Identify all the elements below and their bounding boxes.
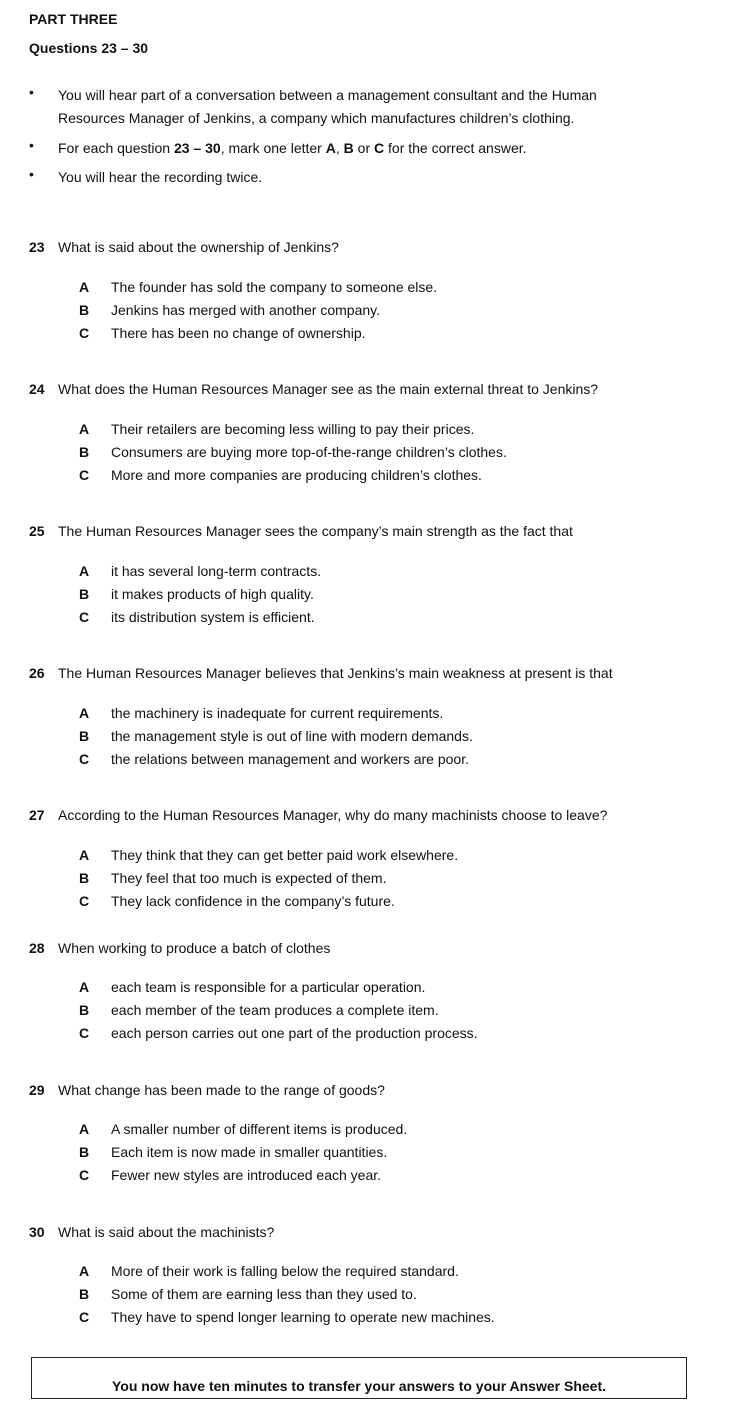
option-letter: B — [79, 1002, 90, 1018]
option-letter: B — [79, 870, 90, 886]
option-letter: A — [79, 421, 90, 437]
option-letter: A — [79, 705, 90, 721]
question-range: Questions 23 – 30 — [29, 40, 149, 56]
bullet-icon: • — [29, 166, 34, 182]
question-stem: The Human Resources Manager believes that Jenkins’s main weakness at present is that — [58, 665, 613, 681]
option-text: The founder has sold the company to someone else. — [111, 279, 438, 295]
question-number: 23 — [29, 239, 45, 255]
question-stem: When working to produce a batch of clothes — [58, 940, 331, 956]
option-text: More and more companies are producing children’s clothes. — [111, 467, 482, 483]
option-text: They have to spend longer learning to operate new machines. — [111, 1309, 495, 1325]
question-number: 30 — [29, 1224, 45, 1240]
option-letter: B — [79, 1286, 90, 1302]
bullet-icon: • — [29, 137, 34, 153]
option-letter: C — [79, 467, 90, 483]
option-letter: C — [79, 609, 90, 625]
question-stem: According to the Human Resources Manager, why do many machinists choose to leave? — [58, 807, 608, 823]
question-number: 28 — [29, 940, 45, 956]
option-letter: A — [79, 979, 90, 995]
option-text: each person carries out one part of the production process. — [111, 1025, 478, 1041]
option-text: Their retailers are becoming less willing to pay their prices. — [111, 421, 475, 437]
question-number: 24 — [29, 381, 45, 397]
instruction-text: You will hear the recording twice. — [58, 169, 263, 185]
instruction-text: You will hear part of a conversation between a management consultant and the Human Resources Manager of Jenkins, a company which manufactures children’s clothing. — [58, 87, 597, 126]
option-letter: B — [79, 302, 90, 318]
option-letter: A — [79, 563, 90, 579]
option-letter: A — [79, 847, 90, 863]
question-stem: What change has been made to the range of goods? — [58, 1082, 385, 1098]
option-text: its distribution system is efficient. — [111, 609, 315, 625]
option-letter: C — [79, 751, 90, 767]
option-letter: C — [79, 1025, 90, 1041]
option-letter: B — [79, 728, 90, 744]
option-letter: B — [79, 586, 90, 602]
option-letter: B — [79, 1144, 90, 1160]
option-letter: A — [79, 279, 90, 295]
option-text: They feel that too much is expected of them. — [111, 870, 387, 886]
question-stem: The Human Resources Manager sees the company’s main strength as the fact that — [58, 523, 573, 539]
option-text: They think that they can get better paid work elsewhere. — [111, 847, 459, 863]
instruction-text: For each question 23 – 30, mark one letter A, B or C for the correct answer. — [58, 140, 527, 156]
question-number: 27 — [29, 807, 45, 823]
option-text: the machinery is inadequate for current requirements. — [111, 705, 444, 721]
question-stem: What does the Human Resources Manager see as the main external threat to Jenkins? — [58, 381, 599, 397]
option-text: Jenkins has merged with another company. — [111, 302, 380, 318]
option-text: They lack confidence in the company’s future. — [111, 893, 395, 909]
option-letter: C — [79, 1309, 90, 1325]
option-letter: B — [79, 444, 90, 460]
question-number: 29 — [29, 1082, 45, 1098]
question-stem: What is said about the ownership of Jenkins? — [58, 239, 339, 255]
option-text: More of their work is falling below the required standard. — [111, 1263, 459, 1279]
option-text: A smaller number of different items is produced. — [111, 1121, 408, 1137]
part-title: PART THREE — [29, 11, 118, 27]
option-letter: A — [79, 1263, 90, 1279]
question-number: 25 — [29, 523, 45, 539]
footer-notice-text: You now have ten minutes to transfer your answers to your Answer Sheet. — [112, 1378, 606, 1394]
option-text: the relations between management and workers are poor. — [111, 751, 469, 767]
option-text: it makes products of high quality. — [111, 586, 314, 602]
bullet-icon: • — [29, 84, 34, 100]
question-number: 26 — [29, 665, 45, 681]
option-text: Consumers are buying more top-of-the-range children’s clothes. — [111, 444, 507, 460]
option-text: the management style is out of line with modern demands. — [111, 728, 473, 744]
option-text: each member of the team produces a complete item. — [111, 1002, 439, 1018]
option-letter: C — [79, 325, 90, 341]
question-stem: What is said about the machinists? — [58, 1224, 275, 1240]
footer-notice-box — [31, 1357, 687, 1399]
option-text: each team is responsible for a particular operation. — [111, 979, 426, 995]
option-text: it has several long-term contracts. — [111, 563, 322, 579]
option-letter: C — [79, 1167, 90, 1183]
option-text: Fewer new styles are introduced each year. — [111, 1167, 382, 1183]
option-text: Some of them are earning less than they used to. — [111, 1286, 417, 1302]
option-text: Each item is now made in smaller quantities. — [111, 1144, 388, 1160]
option-letter: A — [79, 1121, 90, 1137]
option-letter: C — [79, 893, 90, 909]
option-text: There has been no change of ownership. — [111, 325, 366, 341]
